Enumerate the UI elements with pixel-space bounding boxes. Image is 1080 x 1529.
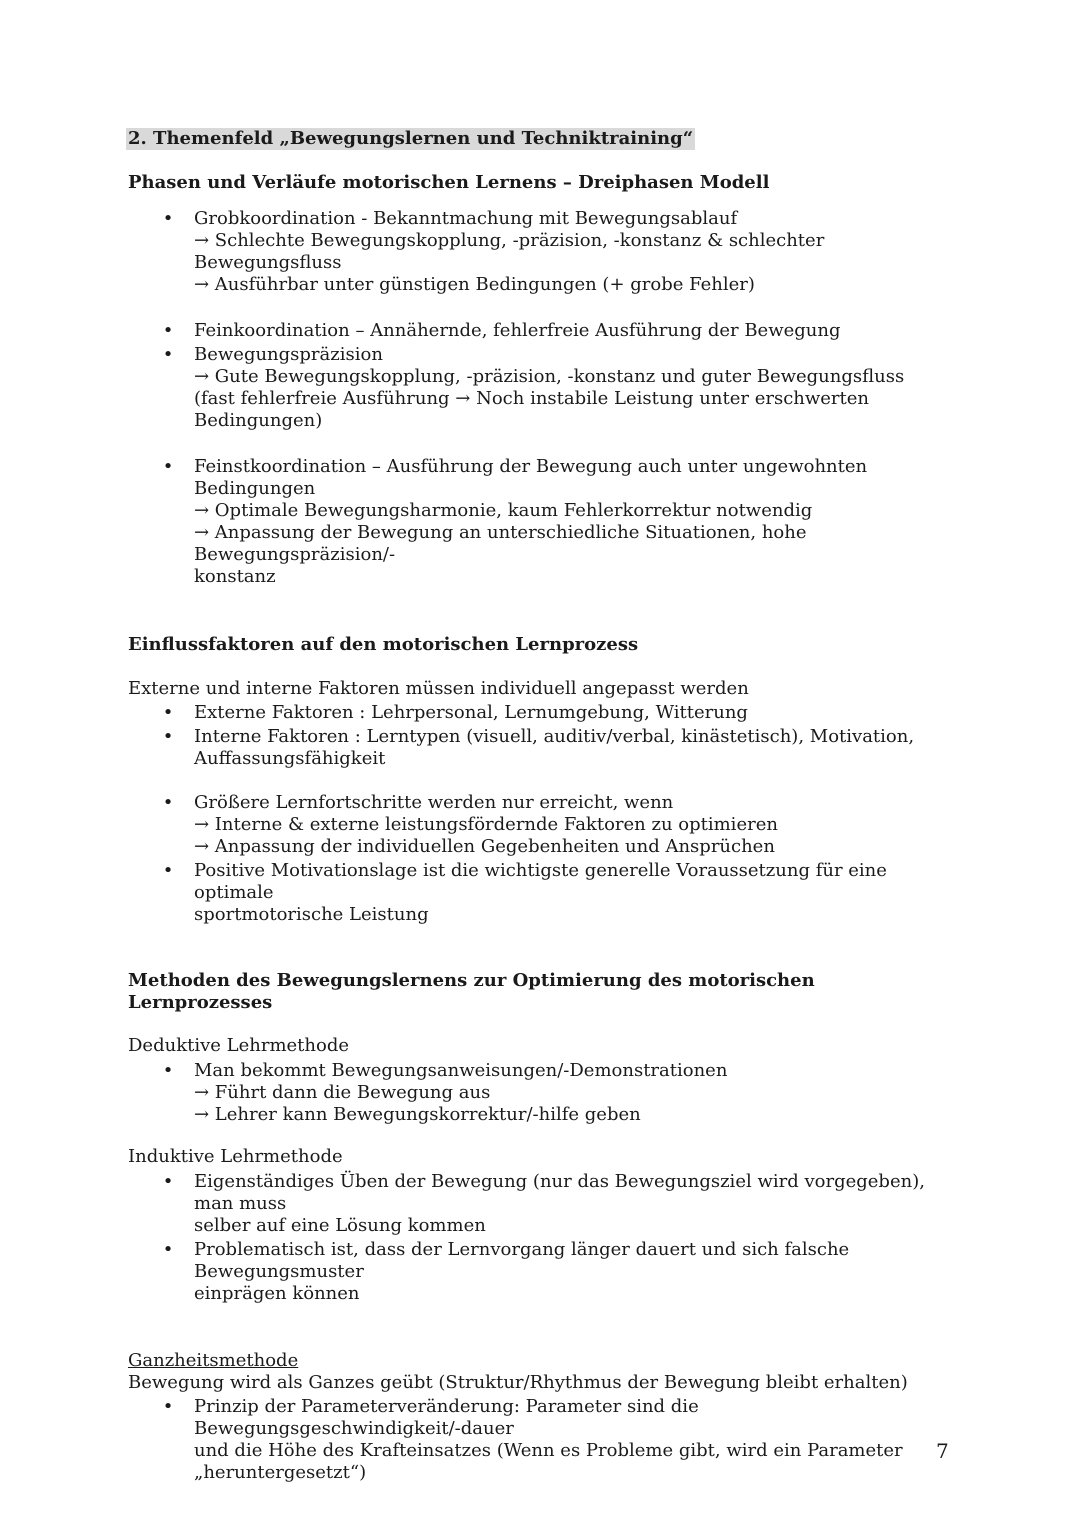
- list-item: [128, 726, 958, 770]
- factors-list-1: [128, 702, 958, 770]
- list-item: [128, 1171, 958, 1237]
- holistic-list: [128, 1396, 958, 1484]
- item-subline: → Lehrer kann Bewegungskorrektur/-hilfe geben: [194, 1104, 641, 1125]
- factors-intro: Externe und interne Faktoren müssen individuell angepasst werden: [128, 678, 749, 699]
- item-text: Externe Faktoren : Lehrpersonal, Lernumgebung, Witterung: [194, 702, 748, 723]
- list-item: [128, 1239, 958, 1305]
- bullet: •: [162, 792, 174, 813]
- bullet: •: [162, 1171, 174, 1192]
- bullet: •: [162, 1239, 174, 1260]
- section-heading-phases: Phasen und Verläufe motorischen Lernens – Dreiphasen Modell: [128, 172, 770, 193]
- item-text: Auffassungsfähigkeit: [194, 748, 386, 769]
- list-item: [128, 208, 958, 296]
- list-item: [128, 860, 958, 926]
- deductive-label: Deduktive Lehrmethode: [128, 1035, 350, 1056]
- item-text: und die Höhe des Krafteinsatzes (Wenn es Probleme gibt, wird ein Parameter: [194, 1440, 903, 1461]
- item-text: Feinstkoordination – Ausführung der Bewegung auch unter ungewohnten Bedingungen: [194, 456, 868, 499]
- item-subline: → Anpassung der individuellen Gegebenheiten und Ansprüchen: [194, 836, 775, 857]
- page-content: [128, 128, 958, 1484]
- item-text: selber auf eine Lösung kommen: [194, 1215, 486, 1236]
- item-text: Problematisch ist, dass der Lernvorgang länger dauert und sich falsche Bewegungsmuster: [194, 1239, 850, 1282]
- bullet: •: [162, 1060, 174, 1081]
- phase-list-2: [128, 320, 958, 432]
- list-item: [128, 344, 958, 432]
- chapter-title: 2. Themenfeld „Bewegungslernen und Techniktraining“: [128, 128, 694, 149]
- item-text: Grobkoordination - Bekanntmachung mit Bewegungsablauf: [194, 208, 738, 229]
- item-subline: → Optimale Bewegungsharmonie, kaum Fehlerkorrektur notwendig: [194, 500, 813, 521]
- item-subline: (fast fehlerfreie Ausführung → Noch instabile Leistung unter erschwerten Bedingungen): [194, 388, 870, 431]
- list-item: [128, 456, 958, 588]
- list-item: [128, 320, 958, 342]
- item-text: einprägen können: [194, 1283, 360, 1304]
- section-heading-factors: Einflussfaktoren auf den motorischen Lernprozess: [128, 634, 639, 655]
- phase-list-1: [128, 208, 958, 296]
- factors-list-2: [128, 792, 958, 926]
- phase-list-3: [128, 456, 958, 588]
- bullet: •: [162, 344, 174, 365]
- item-subline: → Ausführbar unter günstigen Bedingungen (+ grobe Fehler): [194, 274, 755, 295]
- page-number: 7: [936, 1439, 949, 1463]
- list-item: [128, 792, 958, 858]
- item-subline: → Interne & externe leistungsfördernde Faktoren zu optimieren: [194, 814, 778, 835]
- item-subline: konstanz: [194, 566, 276, 587]
- list-item: [128, 1396, 958, 1484]
- bullet: •: [162, 320, 174, 341]
- item-subline: → Anpassung der Bewegung an unterschiedliche Situationen, hohe Bewegungspräzision/-: [194, 522, 807, 565]
- bullet: •: [162, 702, 174, 723]
- bullet: •: [162, 860, 174, 881]
- list-item: [128, 1060, 958, 1126]
- deductive-list: [128, 1060, 958, 1126]
- item-text: Positive Motivationslage ist die wichtigste generelle Voraussetzung für eine optimale: [194, 860, 887, 903]
- holistic-label: Ganzheitsmethode: [128, 1350, 299, 1371]
- item-subline: → Schlechte Bewegungskopplung, -präzision, -konstanz & schlechter Bewegungsfluss: [194, 230, 825, 273]
- inductive-label: Induktive Lehrmethode: [128, 1146, 343, 1167]
- item-text: Größere Lernfortschritte werden nur erreicht, wenn: [194, 792, 674, 813]
- item-text: Prinzip der Parameterveränderung: Parameter sind die Bewegungsgeschwindigkeit/-dauer: [194, 1396, 699, 1439]
- list-item: [128, 702, 958, 724]
- holistic-intro: Bewegung wird als Ganzes geübt (Struktur/Rhythmus der Bewegung bleibt erhalten): [128, 1372, 908, 1393]
- item-subline: → Führt dann die Bewegung aus: [194, 1082, 491, 1103]
- item-text: sportmotorische Leistung: [194, 904, 429, 925]
- section-heading-methods: Methoden des Bewegungslernens zur Optimierung des motorischen Lernprozesses: [128, 970, 815, 1013]
- bullet: •: [162, 1396, 174, 1417]
- bullet: •: [162, 208, 174, 229]
- item-text: Feinkoordination – Annähernde, fehlerfreie Ausführung der Bewegung: [194, 320, 841, 341]
- item-text: Bewegungspräzision: [194, 344, 383, 365]
- bullet: •: [162, 726, 174, 747]
- item-text: Man bekommt Bewegungsanweisungen/-Demonstrationen: [194, 1060, 728, 1081]
- item-subline: → Gute Bewegungskopplung, -präzision, -konstanz und guter Bewegungsfluss: [194, 366, 905, 387]
- item-text: Eigenständiges Üben der Bewegung (nur das Bewegungsziel wird vorgegeben), man muss: [194, 1171, 925, 1214]
- inductive-list: [128, 1171, 958, 1305]
- item-text: „heruntergesetzt“): [194, 1462, 367, 1483]
- item-text: Interne Faktoren : Lerntypen (visuell, auditiv/verbal, kinästetisch), Motivation,: [194, 726, 915, 747]
- bullet: •: [162, 456, 174, 477]
